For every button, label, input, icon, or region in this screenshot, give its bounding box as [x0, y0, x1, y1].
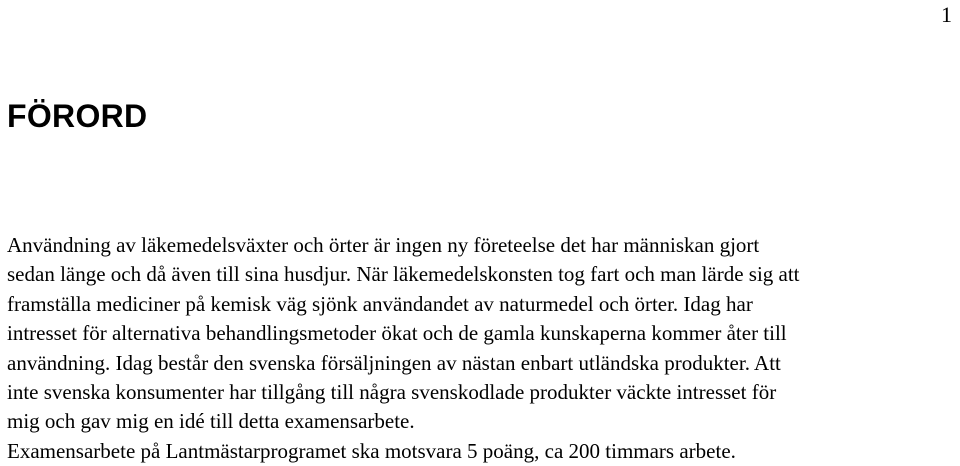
- paragraph-line: sedan länge och då även till sina husdjur. När läkemedelskonsten tog fart och man lärde sig att: [7, 262, 800, 287]
- page-number: 1: [941, 2, 952, 27]
- page-heading: FÖRORD: [7, 98, 148, 134]
- preface-paragraph: [7, 231, 957, 466]
- paragraph-line: mig och gav mig en idé till detta examensarbete.: [7, 409, 415, 434]
- paragraph-line: Examensarbete på Lantmästarprogramet ska motsvara 5 poäng, ca 200 timmars arbete.: [7, 438, 736, 463]
- paragraph-line: Användning av läkemedelsväxter och örter är ingen ny företeelse det har människan gjort: [7, 233, 760, 257]
- paragraph-line: inte svenska konsumenter har tillgång till några svenskodlade produkter väckte intresset för: [7, 380, 777, 405]
- paragraph-line: användning. Idag består den svenska försäljningen av nästan enbart utländska produkter. Att: [7, 350, 781, 375]
- paragraph-line: intresset för alternativa behandlingsmetoder ökat och de gamla kunskaperna kommer åter till: [7, 321, 787, 346]
- paragraph-line: framställa mediciner på kemisk väg sjönk användandet av naturmedel och örter. Idag har: [7, 291, 753, 316]
